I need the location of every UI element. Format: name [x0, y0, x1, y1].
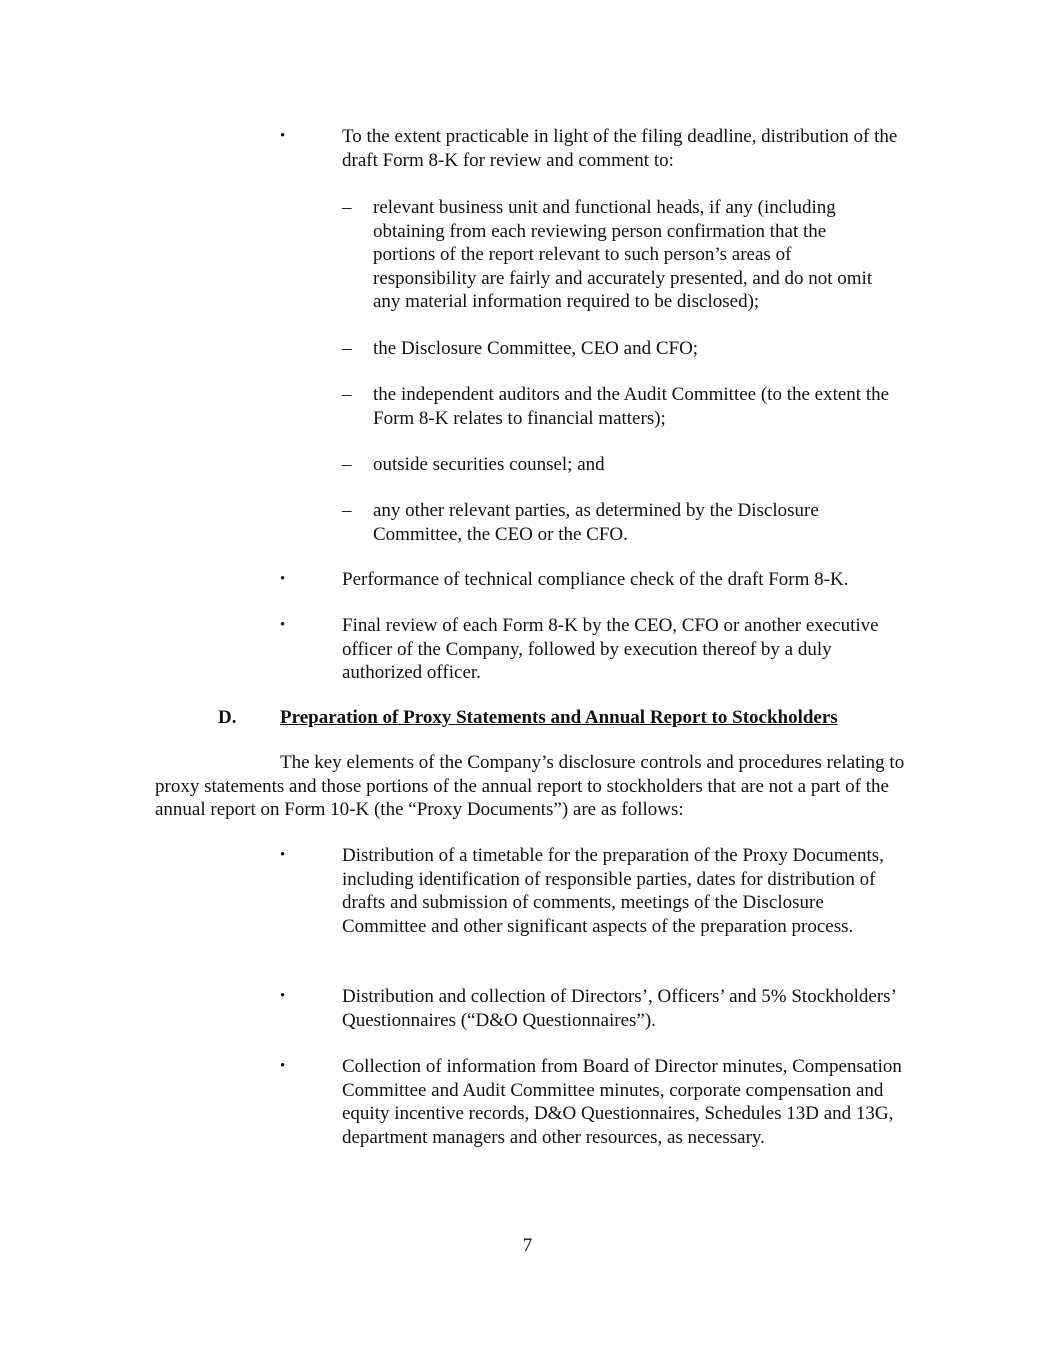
dash-marker: – — [342, 454, 352, 475]
bullet-text: Collection of information from Board of Director minutes, Compensation Committee and Audit Committee minutes, corporate compensation and equity incentive records, D&O Questionnaires, Schedules 13D and 13G, department managers and other resources, as necessary. — [342, 1056, 902, 1148]
bullet-marker: • — [280, 988, 286, 1004]
dash-marker: – — [342, 197, 352, 218]
dash-text: the independent auditors and the Audit Committee (to the extent the Form 8-K relates to financial matters); — [373, 384, 890, 429]
dash-text: any other relevant parties, as determined by the Disclosure Committee, the CEO or the CFO. — [373, 500, 819, 545]
dash-text: outside securities counsel; and — [373, 454, 605, 475]
bullet-marker: • — [280, 571, 286, 587]
bullet-marker: • — [280, 1058, 286, 1074]
bullet-marker: • — [280, 128, 286, 144]
page-number: 7 — [522, 1235, 533, 1256]
intro-paragraph: The key elements of the Company’s disclosure controls and procedures relating to proxy statements and those portions of the annual report to stockholders that are not a part of the annual report on Form 10-K (the “Proxy Documents”) are as follows: — [155, 752, 905, 821]
section-title: Preparation of Proxy Statements and Annual Report to Stockholders — [280, 707, 838, 728]
bullet-text: Performance of technical compliance check of the draft Form 8-K. — [342, 569, 849, 590]
bullet-marker: • — [280, 847, 286, 863]
bullet-text: Distribution of a timetable for the preparation of the Proxy Documents, including identification of responsible parties, dates for distribution of drafts and submission of comments, meetings of the Disclosure Committee and other significant aspects of the preparation process. — [342, 845, 884, 937]
bullet-text: To the extent practicable in light of the filing deadline, distribution of the draft Form 8-K for review and comment to: — [342, 126, 898, 171]
dash-text: the Disclosure Committee, CEO and CFO; — [373, 338, 699, 359]
dash-marker: – — [342, 384, 352, 405]
dash-marker: – — [342, 500, 352, 521]
dash-text: relevant business unit and functional heads, if any (including obtaining from each reviewing person confirmation that the portions of the report relevant to such person’s areas of responsibility are fairly and accurately presented, and do not omit any material information required to be disclosed); — [373, 197, 873, 313]
dash-marker: – — [342, 338, 352, 359]
bullet-marker: • — [280, 617, 286, 633]
bullet-text: Final review of each Form 8-K by the CEO, CFO or another executive officer of the Company, followed by execution thereof by a duly authorized officer. — [342, 615, 879, 684]
bullet-text: Distribution and collection of Directors’, Officers’ and 5% Stockholders’ Questionnaires (“D&O Questionnaires”). — [342, 986, 896, 1031]
section-letter: D. — [218, 707, 237, 728]
